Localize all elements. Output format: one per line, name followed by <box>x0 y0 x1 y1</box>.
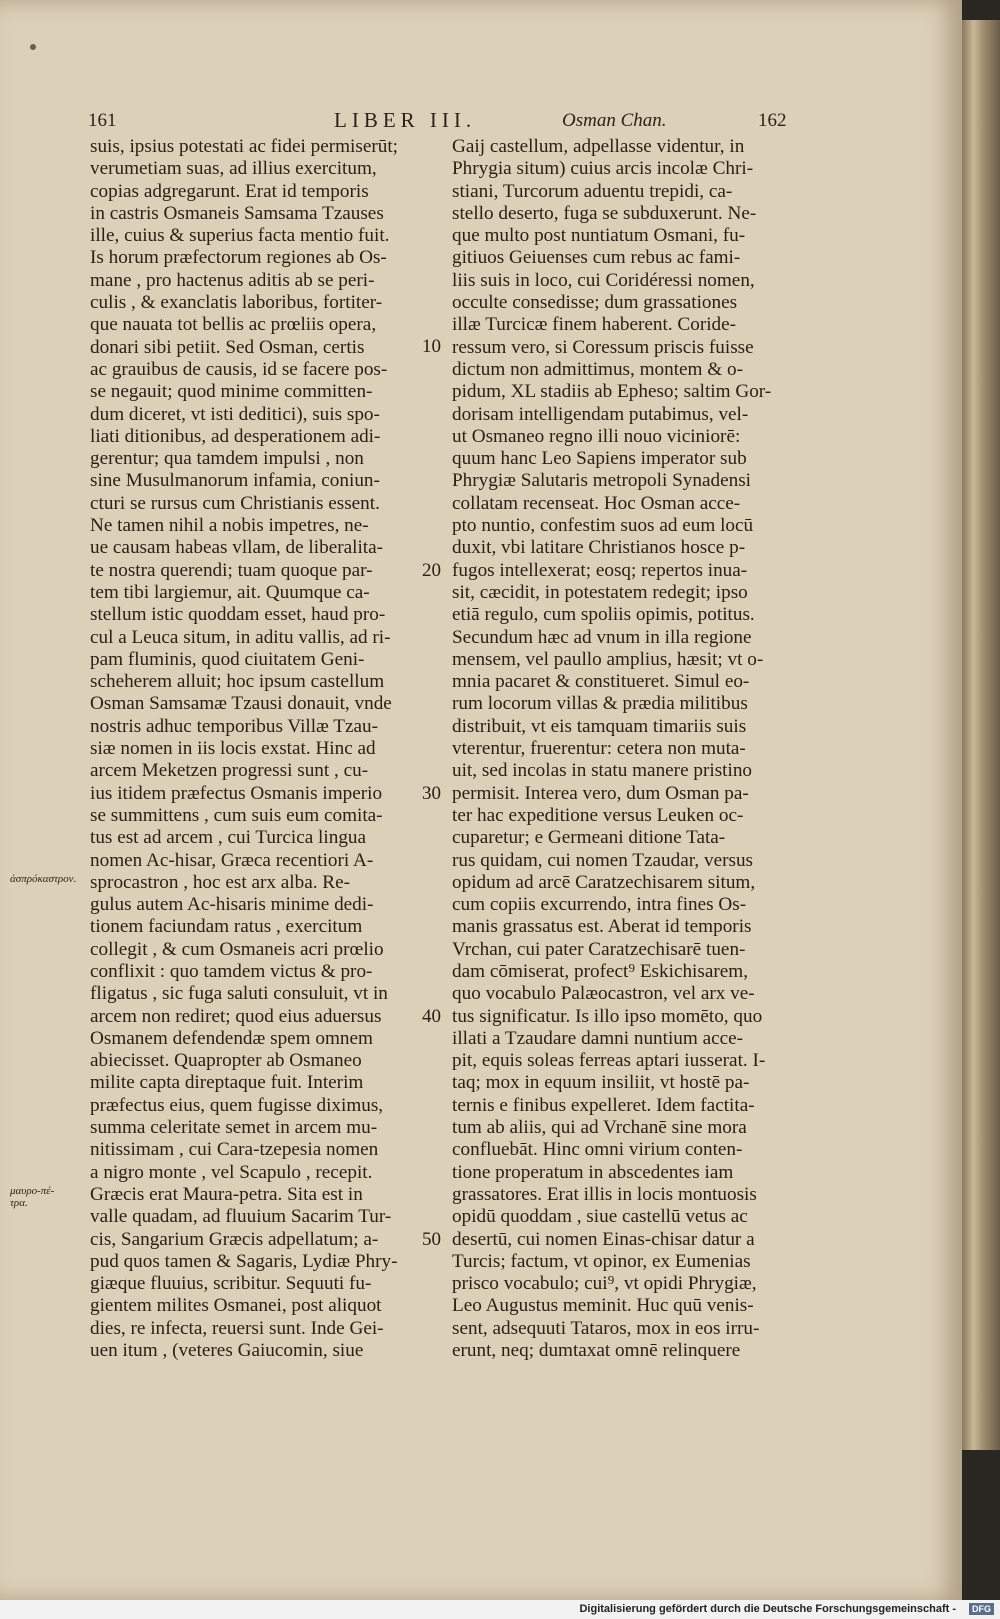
text-line: dum diceret, vt isti deditici), suis spo- <box>90 403 380 425</box>
left-page-number: 161 <box>88 110 117 131</box>
text-line: verumetiam suas, ad illius exercitum, <box>90 158 377 180</box>
text-line: pto nuntio, confestim suos ad eum locū <box>452 515 754 537</box>
text-line: cis, Sangarium Græcis adpellatum; a- <box>90 1228 379 1250</box>
text-line: sent, adsequuti Tataros, mox in eos irru- <box>452 1317 760 1339</box>
text-line: ter hac expeditione versus Leuken oc- <box>452 804 744 826</box>
text-line: Gaij castellum, adpellasse videntur, in <box>452 136 745 157</box>
text-line: Leo Augustus meminit. Huc quū venis- <box>452 1295 754 1317</box>
text-line: collatam recenseat. Hoc Osman acce- <box>452 492 741 514</box>
margin-note: μαυρο-πέ-τρα. <box>10 1185 55 1209</box>
book-title: LIBER III. <box>334 108 477 132</box>
text-line: pam fluminis, quod ciuitatem Geni- <box>90 648 365 670</box>
text-line: taq; mox in equum insiliit, vt hostē pa- <box>452 1072 750 1094</box>
text-line: fligatus , sic fuga saluti consuluit, vt in <box>90 983 388 1005</box>
text-line: confluebāt. Hinc omni virium conten- <box>452 1139 743 1161</box>
text-line: que nauata tot bellis ac prœliis opera, <box>90 314 377 336</box>
text-line: cul a Leuca situm, in aditu vallis, ad ri- <box>90 626 391 648</box>
text-line: nomen Ac-hisar, Græca recentiori A- <box>90 849 374 871</box>
text-line: occulte consedisse; dum grassationes <box>452 292 738 314</box>
text-line: Osman Samsamæ Tzausi donauit, vnde <box>90 693 392 715</box>
text-line: sine Musulmanorum infamia, coniun- <box>90 470 380 492</box>
text-line: desertū, cui nomen Einas-chisar datur a <box>452 1228 755 1250</box>
line-number: 30 <box>422 783 441 804</box>
text-line: mensem, vel paullo amplius, hæsit; vt o- <box>452 648 764 670</box>
text-line: liati ditionibus, ad desperationem adi- <box>90 425 381 447</box>
text-line: pit, equis soleas ferreas aptari iusserat. I- <box>452 1050 766 1072</box>
text-line: gitiuos Geiuenses cum rebus ac fami- <box>452 247 741 269</box>
text-line: rum locorum villas & prædia militibus <box>452 693 748 715</box>
text-line: nostris adhuc temporibus Villæ Tzau- <box>90 715 379 737</box>
text-line: tum ab aliis, qui ad Vrchanē sine mora <box>452 1117 747 1139</box>
text-line: ue causam habeas vllam, de liberalita- <box>90 537 384 559</box>
text-line: conflixit : quo tamdem victus & pro- <box>90 960 373 982</box>
text-line: summa celeritate semet in arcem mu- <box>90 1117 378 1139</box>
text-line: Secundum hæc ad vnum in illa regione <box>452 626 752 648</box>
text-line: tus significatur. Is illo ipso momēto, quo <box>452 1005 763 1027</box>
running-head: Osman Chan. <box>562 110 667 131</box>
left-text-column <box>90 136 412 1362</box>
right-page-number: 162 <box>758 110 787 131</box>
text-line: se summittens , cum suis eum comita- <box>90 804 383 826</box>
text-line: donari sibi petiit. Sed Osman, certis <box>90 336 365 358</box>
text-line: etiā regulo, cum spoliis opimis, potitus. <box>452 604 755 626</box>
text-line: valle quadam, ad fluuium Sacarim Tur- <box>90 1206 392 1228</box>
text-line: fugos intellexerat; eosq; repertos inua- <box>452 559 748 581</box>
text-line: tem tibi largiemur, ait. Quumque ca- <box>90 581 370 603</box>
text-line: præfectus eius, quem fugisse diximus, <box>90 1094 384 1116</box>
text-line: abiecisset. Quapropter ab Osmaneo <box>90 1050 362 1072</box>
text-line: erunt, neq; dumtaxat omnē relinquere <box>452 1340 741 1362</box>
text-line: que multo post nuntiatum Osmani, fu- <box>452 225 746 247</box>
text-line: stello deserto, fuga se subduxerunt. Ne- <box>452 202 757 224</box>
text-line: se negauit; quod minime committen- <box>90 381 373 403</box>
page-edge <box>962 20 1000 1450</box>
text-line: permisit. Interea vero, dum Osman pa- <box>452 782 749 804</box>
text-line: cturi se rursus cum Christianis essent. <box>90 492 380 514</box>
text-line: uit, sed incolas in statu manere pristino <box>452 760 753 782</box>
text-line: dies, re infecta, reuersi sunt. Inde Gei- <box>90 1317 384 1339</box>
text-line: Vrchan, cui pater Caratzechisarē tuen- <box>452 938 746 960</box>
text-line: duxit, vbi latitare Christianos hosce p- <box>452 537 746 559</box>
running-header <box>82 108 787 132</box>
line-number: 20 <box>422 560 441 581</box>
text-line: pud quos tamen & Sagaris, Lydiæ Phry- <box>90 1250 398 1272</box>
ink-spot <box>30 44 36 50</box>
text-line: quo vocabulo Palæocastron, vel arx ve- <box>452 983 755 1005</box>
text-line: quum hanc Leo Sapiens imperator sub <box>452 448 747 470</box>
text-line: te nostra querendi; tuam quoque par- <box>90 559 373 581</box>
line-number: 40 <box>422 1006 441 1027</box>
dfg-badge: DFG <box>969 1603 994 1615</box>
text-line: tionem faciundam ratus , exercitum <box>90 916 363 938</box>
text-line: ac grauibus de causis, id se facere pos- <box>90 358 388 380</box>
footer-credit: Digitalisierung gefördert durch die Deutsche Forschungsgemeinschaft - <box>579 1603 956 1615</box>
text-line: Is horum præfectorum regiones ab Os- <box>90 247 387 269</box>
text-line: vterentur, fruerentur: cetera non muta- <box>452 738 746 760</box>
margin-note: ἀσπρόκαστρον. <box>10 873 77 885</box>
text-line: collegit , & cum Osmaneis acri prœlio <box>90 938 384 960</box>
text-line: manis grassatus est. Aberat id temporis <box>452 916 752 938</box>
text-line: tione properatum in abscedentes iam <box>452 1161 734 1183</box>
text-line: cuparetur; e Germeani ditione Tata- <box>452 827 726 849</box>
text-line: Phrygiæ Salutaris metropoli Synadensi <box>452 470 751 492</box>
line-number: 10 <box>422 336 441 357</box>
text-line: uen itum , (veteres Gaiucomin, siue <box>90 1340 364 1362</box>
text-line: a nigro monte , vel Scapulo , recepit. <box>90 1161 373 1183</box>
text-line: ressum vero, si Coressum priscis fuisse <box>452 336 754 358</box>
text-line: sit, cæcidit, in potestatem redegit; ipso <box>452 581 748 603</box>
text-line: cum copiis excurrendo, intra fines Os- <box>452 894 747 916</box>
text-line: giæque fluuius, scribitur. Sequuti fu- <box>90 1273 372 1295</box>
text-line: prisco vocabulo; cui⁹, vt opidi Phrygiæ, <box>452 1273 757 1295</box>
text-line: mnia pacaret & constitueret. Simul eo- <box>452 671 750 693</box>
text-line: gerentur; qua tamdem impulsi , non <box>90 448 364 470</box>
right-text-column <box>452 136 782 1362</box>
text-line: mane , pro hactenus aditis ab se peri- <box>90 269 375 291</box>
text-line: dictum non admittimus, montem & o- <box>452 358 743 380</box>
text-line: liis suis in loco, cui Coridéressi nomen, <box>452 269 755 291</box>
text-line: Phrygia situm) cuius arcis incolæ Chri- <box>452 158 754 180</box>
text-line: in castris Osmaneis Samsama Tzauses <box>90 202 384 224</box>
text-line: Ne tamen nihil a nobis impetres, ne- <box>90 515 369 537</box>
text-line: illati a Tzaudare damni nuntium acce- <box>452 1027 744 1049</box>
text-line: ut Osmaneo regno illi nouo viciniorē: <box>452 425 741 447</box>
text-line: ternis e finibus expelleret. Idem factita- <box>452 1094 755 1116</box>
text-line: gientem milites Osmanei, post aliquot <box>90 1295 382 1317</box>
text-line: sprocastron , hoc est arx alba. Re- <box>90 871 351 893</box>
text-line: stiani, Turcorum aduentu trepidi, ca- <box>452 180 733 202</box>
text-line: opidū quoddam , siue castellū vetus ac <box>452 1206 748 1228</box>
text-line: suis, ipsius potestati ac fidei permiserūt; <box>90 136 399 157</box>
text-line: dam cōmiserat, profect⁹ Eskichisarem, <box>452 960 748 982</box>
text-line: arcem non rediret; quod eius aduersus <box>90 1005 382 1027</box>
text-line: gulus autem Ac-hisaris minime dedi- <box>90 894 374 916</box>
text-line: dorisam intelligendam putabimus, vel- <box>452 403 749 425</box>
text-line: pidum, XL stadiis ab Epheso; saltim Gor- <box>452 381 772 403</box>
text-line: rus quidam, cui nomen Tzaudar, versus <box>452 849 754 871</box>
text-line: copias adgregarunt. Erat id temporis <box>90 180 369 202</box>
text-line: arcem Meketzen progressi sunt , cu- <box>90 760 369 782</box>
text-line: Turcis; factum, vt opinor, ex Eumenias <box>452 1250 751 1272</box>
text-line: milite capta direptaque fuit. Interim <box>90 1072 364 1094</box>
text-line: stellum istic quoddam esset, haud pro- <box>90 604 386 626</box>
text-line: Græcis erat Maura-petra. Sita est in <box>90 1183 363 1205</box>
text-line: siæ nomen in iis locis exstat. Hinc ad <box>90 738 376 760</box>
text-line: nitissimam , cui Cara-tzepesia nomen <box>90 1139 379 1161</box>
text-line: ille, cuius & superius facta mentio fuit. <box>90 225 390 247</box>
footer-bar <box>0 1600 1000 1619</box>
text-line: Osmanem defendendæ spem omnem <box>90 1027 373 1049</box>
text-line: ius itidem præfectus Osmanis imperio <box>90 782 383 804</box>
text-line: illæ Turcicæ finem haberent. Coride- <box>452 314 737 336</box>
text-line: culis , & exanclatis laboribus, fortiter- <box>90 292 383 314</box>
text-line: opidum ad arcē Caratzechisarem situm, <box>452 871 756 893</box>
text-line: scheherem alluit; hoc ipsum castellum <box>90 671 385 693</box>
text-line: tus est ad arcem , cui Turcica lingua <box>90 827 367 849</box>
text-line: grassatores. Erat illis in locis montuosis <box>452 1183 757 1205</box>
line-number: 50 <box>422 1229 441 1250</box>
text-line: distribuit, vt eis tamquam timariis suis <box>452 715 747 737</box>
